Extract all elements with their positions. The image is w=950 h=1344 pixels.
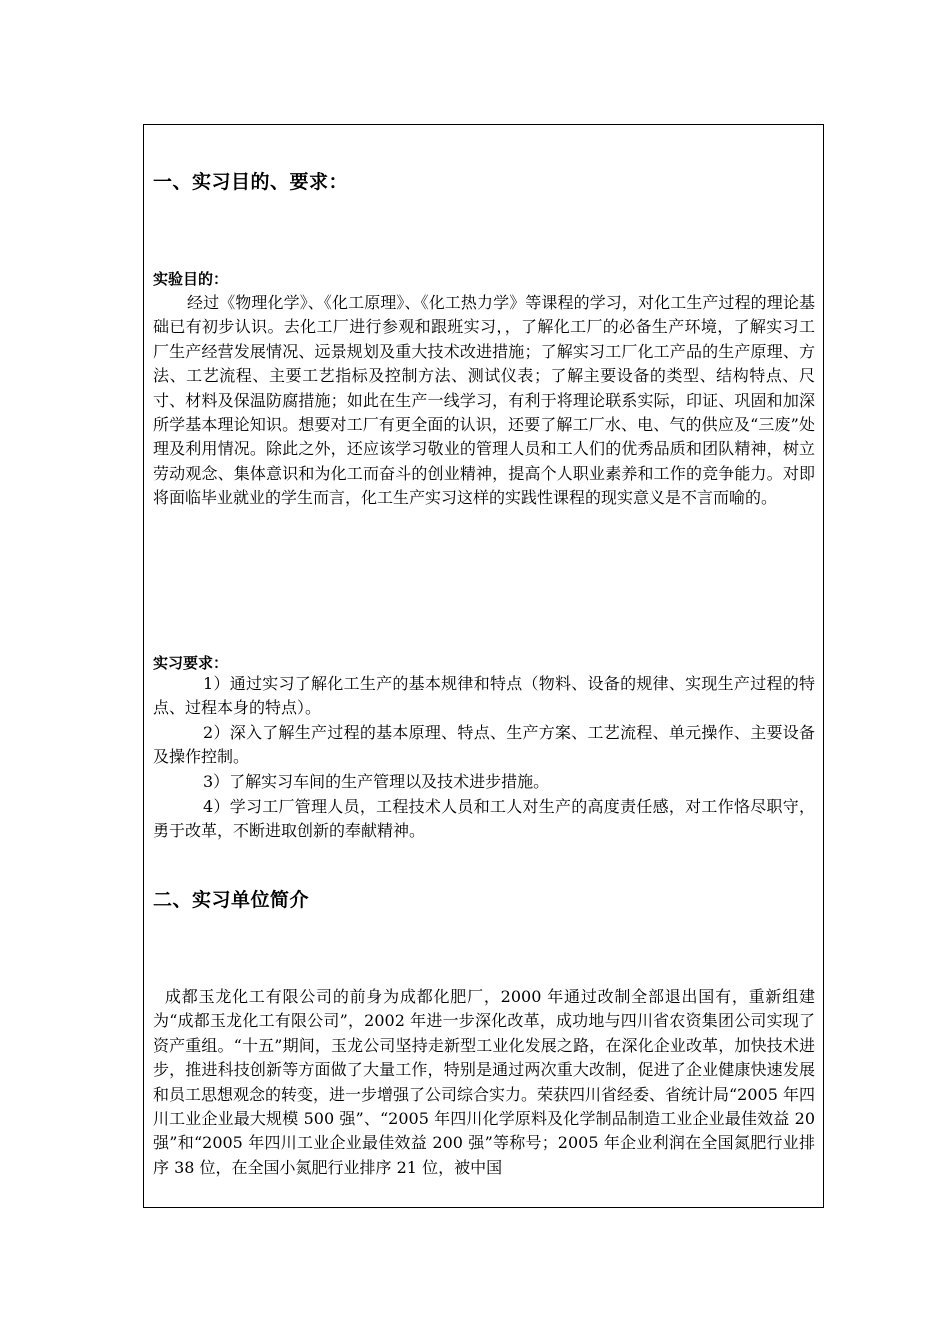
requirement-item-4: 4）学习工厂管理人员，工程技术人员和工人对生产的高度责任感，对工作恪尽职守，勇于改革，不断进取创新的奉献精神。 bbox=[153, 797, 815, 841]
requirement-item-1: 1）通过实习了解化工生产的基本规律和特点（物料、设备的规律、实现生产过程的特点、过程本身的特点）。 bbox=[153, 674, 815, 718]
section-1-heading: 一、实习目的、要求： bbox=[153, 171, 349, 193]
purpose-paragraph: 经过《物理化学》、《化工原理》、《化工热力学》等课程的学习，对化工生产过程的理论基础已有初步认识。去化工厂进行参观和跟班实习，，了解化工厂的必备生产环境，了解实习工厂生产经营发展情况、远景规划及重大技术改进措施；了解实习工厂化工产品的生产原理、方法、工艺流程、主要工艺指标及控制方法、测试仪表；了解主要设备的类型、结构特点、尺寸、材料及保温防腐措施；如此在生产一线学习，有利于将理论联系实际，印证、巩固和加深所学基本理论知识。想要对工厂有更全面的认识，还要了解工厂水、电、气的供应及“三废”处理及利用情况。除此之外，还应该学习敬业的管理人员和工人们的优秀品质和团队精神，树立劳动观念、集体意识和为化工而奋斗的创业精神，提高个人职业素养和工作的竞争能力。对即将面临毕业就业的学生而言，化工生产实习这样的实践性课程的现实意义是不言而喻的。 bbox=[153, 293, 815, 508]
requirements-label: 实习要求： bbox=[153, 654, 229, 672]
section-2-heading: 二、实习单位简介 bbox=[153, 889, 310, 911]
requirement-item-3: 3）了解实习车间的生产管理以及技术进步措施。 bbox=[203, 772, 550, 791]
company-intro-paragraph: 成都玉龙化工有限公司的前身为成都化肥厂，2000 年通过改制全部退出国有，重新组建为“成都玉龙化工有限公司”，2002 年进一步深化改革，成功地与四川省农资集团公司实现了资产重组。“十五”期间，玉龙公司坚持走新型工业化发展之路，在深化企业改革，加快技术进步，推进科技创新等方面做了大量工作，特别是通过两次重大改制，促进了企业健康快速发展和员工思想观念的转变，进一步增强了公司综合实力。荣获四川省经委、省统计局“2005 年四川工业企业最大规模 500 强”、“2005 年四川化学原料及化学制品制造工业企业最佳效益 20 强”和“2005 年四川工业企业最佳效益 200 强”等称号；2005 年企业利润在全国氮肥行业排序 38 位，在全国小氮肥行业排序 21 位，被中国 bbox=[153, 987, 815, 1177]
purpose-label: 实验目的： bbox=[153, 270, 229, 288]
document-frame bbox=[143, 124, 824, 1208]
requirement-item-2: 2）深入了解生产过程的基本原理、特点、生产方案、工艺流程、单元操作、主要设备及操作控制。 bbox=[153, 723, 815, 767]
